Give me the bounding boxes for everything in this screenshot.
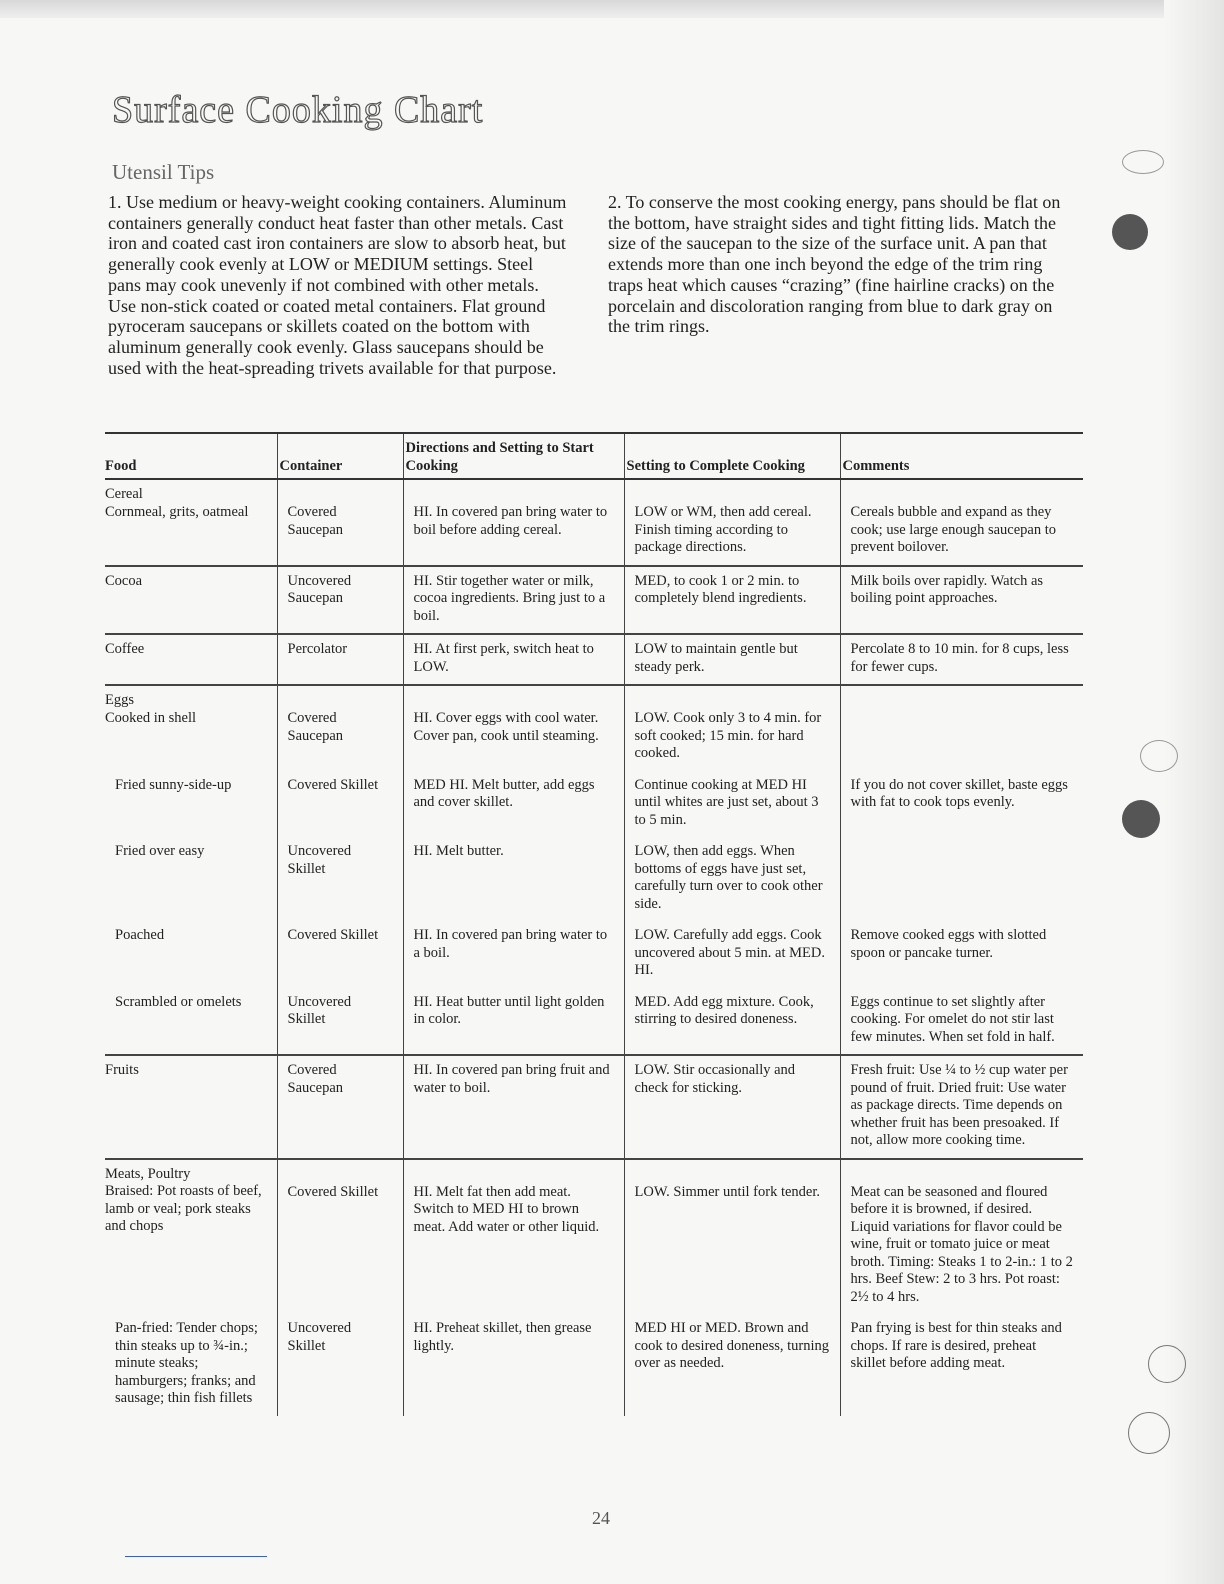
food-name: Fried sunny-side-up [115,776,232,793]
scan-top-edge [0,0,1224,18]
binder-hole-icon [1128,1412,1170,1454]
food-name: Braised: Pot roasts of beef, lamb or veal; pork steaks and chops [105,1183,262,1234]
cell-comments: If you do not cover skillet, baste eggs with fat to cook tops evenly. [840,771,1083,838]
cell-directions: HI. Melt fat then add meat. Switch to MED HI to brown meat. Add water or other liquid. [403,1159,624,1315]
header-setting: Setting to Complete Cooking [624,433,840,479]
cell-setting: LOW, then add eggs. When bottoms of eggs have just set, carefully turn over to cook other side. [624,837,840,921]
cell-food [105,1055,277,1159]
table-row [105,1159,1083,1315]
cell-container: Uncovered Saucepan [277,566,403,635]
food-group-label: Meats, Poultry [105,1165,191,1182]
cell-container: Uncovered Skillet [277,837,403,921]
page-number: 24 [592,1508,610,1528]
cell-directions: HI. In covered pan bring fruit and water to boil. [403,1055,624,1159]
cell-directions: HI. Cover eggs with cool water. Cover pan, cook until steaming. [403,685,624,771]
binder-hole-icon [1148,1345,1186,1383]
header-comments: Comments [840,433,1083,479]
cell-container: Uncovered Skillet [277,1314,403,1416]
page-title: Surface Cooking Chart [112,89,484,131]
binder-hole-icon [1122,800,1160,838]
cell-comments: Fresh fruit: Use ¼ to ½ cup water per pound of fruit. Dried fruit: Use water as package directs. Time depends on whether fruit has been presoaked. If not, allow more cooking time. [840,1055,1083,1159]
cell-food [105,566,277,635]
table-row [105,634,1083,685]
cell-directions: HI. In covered pan bring water to a boil. [403,921,624,988]
food-name: Pan-fried: Tender chops; thin steaks up to ¾-in.; minute steaks; hamburgers; franks; and sausage; thin fish fillets [115,1320,258,1406]
food-name: Fruits [105,1062,139,1078]
header-container: Container [277,433,403,479]
table-row [105,837,1083,921]
tip-1: 1. Use medium or heavy-weight cooking containers. Aluminum containers generally conduct heat faster than other metals. Cast iron and coated cast iron containers are slow to absorb heat, but generally cook evenly at LOW or MEDIUM settings. Steel pans may cook unevenly if not combined with other metals. Use non-stick coated or coated metal containers. Flat ground pyroceram saucepans or skillets coated on the bottom with aluminum generally cook evenly. Glass saucepans should be used with the heat-spreading trivets available for that purpose. [108,192,567,378]
cell-container: Covered Saucepan [277,479,403,566]
cell-directions: HI. Melt butter. [403,837,624,921]
cell-comments: Eggs continue to set slightly after cooking. For omelet do not stir last few minutes. When set fold in half. [840,988,1083,1056]
cell-directions: HI. At first perk, switch heat to LOW. [403,634,624,685]
scan-mark [125,1556,267,1557]
cell-food [105,988,277,1056]
cell-setting: LOW to maintain gentle but steady perk. [624,634,840,685]
food-name: Poached [115,927,165,943]
cell-food [105,634,277,685]
table-row [105,685,1083,771]
cell-setting: LOW. Cook only 3 to 4 min. for soft cooked; 15 min. for hard cooked. [624,685,840,771]
cell-setting: LOW. Carefully add eggs. Cook uncovered about 5 min. at MED. HI. [624,921,840,988]
cell-directions: HI. Heat butter until light golden in color. [403,988,624,1056]
cell-container: Covered Skillet [277,921,403,988]
cell-food [105,1159,277,1315]
cell-setting: LOW. Simmer until fork tender. [624,1159,840,1315]
table-row [105,1314,1083,1416]
cell-setting: MED, to cook 1 or 2 min. to completely blend ingredients. [624,566,840,635]
cell-setting: MED HI or MED. Brown and cook to desired doneness, turning over as needed. [624,1314,840,1416]
section-heading: Utensil Tips [112,160,215,184]
header-directions: Directions and Setting to Start Cooking [403,433,624,479]
food-group-label: Cereal [105,486,143,502]
header-food: Food [105,433,277,479]
cell-directions: MED HI. Melt butter, add eggs and cover skillet. [403,771,624,838]
cell-setting: LOW or WM, then add cereal. Finish timing according to package directions. [624,479,840,566]
cell-comments: Meat can be seasoned and floured before it is browned, if desired. Liquid variations for flavor could be wine, fruit or tomato juice or meat broth. Timing: Steaks 1 to 2-in.: 1 to 2 hrs. Beef Stew: 2 to 3 hrs. Pot roast: 2½ to 4 hrs. [840,1159,1083,1315]
table-row [105,479,1083,566]
cell-food [105,1314,277,1416]
table-row [105,921,1083,988]
cell-directions: HI. Preheat skillet, then grease lightly. [403,1314,624,1416]
cell-comments: Percolate 8 to 10 min. for 8 cups, less for fewer cups. [840,634,1083,685]
cell-setting: MED. Add egg mixture. Cook, stirring to desired doneness. [624,988,840,1056]
cell-container: Covered Saucepan [277,1055,403,1159]
table-row [105,1055,1083,1159]
cell-comments [840,837,1083,921]
binder-hole-icon [1122,150,1164,174]
food-name: Cocoa [105,572,143,589]
cell-comments: Milk boils over rapidly. Watch as boiling point approaches. [840,566,1083,635]
cell-directions: HI. Stir together water or milk, cocoa ingredients. Bring just to a boil. [403,566,624,635]
cell-directions: HI. In covered pan bring water to boil before adding cereal. [403,479,624,566]
cell-food [105,837,277,921]
cell-comments: Cereals bubble and expand as they cook; use large enough saucepan to prevent boilover. [840,479,1083,566]
cell-setting: LOW. Stir occasionally and check for sticking. [624,1055,840,1159]
table-row [105,566,1083,635]
cell-container: Covered Skillet [277,771,403,838]
food-group-label: Eggs [105,692,134,708]
cell-comments [840,685,1083,771]
cell-food [105,921,277,988]
cell-container: Percolator [277,634,403,685]
food-name: Cooked in shell [105,709,197,726]
food-name: Cornmeal, grits, oatmeal [105,503,249,520]
cell-comments: Remove cooked eggs with slotted spoon or pancake turner. [840,921,1083,988]
table-row [105,988,1083,1056]
cell-comments: Pan frying is best for thin steaks and chops. If rare is desired, preheat skillet before adding meat. [840,1314,1083,1416]
cell-container: Covered Skillet [277,1159,403,1315]
food-name: Fried over easy [115,843,205,859]
cell-container: Covered Saucepan [277,685,403,771]
table-header-row [105,433,1083,479]
cell-food [105,479,277,566]
binder-hole-icon [1112,214,1148,250]
binder-hole-icon [1140,740,1178,772]
cell-food [105,685,277,771]
cooking-chart-table [105,432,1083,1416]
food-name: Scrambled or omelets [115,993,242,1010]
table-row [105,771,1083,838]
tip-2: 2. To conserve the most cooking energy, pans should be flat on the bottom, have straight sides and tight fitting lids. Match the size of the saucepan to the size of the surface unit. A pan that extends more than one inch beyond the edge of the trim ring traps heat which causes “crazing” (fine hairline cracks) on the porcelain and discoloration ranging from blue to dark gray on the trim rings. [608,192,1061,337]
cell-food [105,771,277,838]
food-name: Coffee [105,641,145,657]
cell-setting: Continue cooking at MED HI until whites are just set, about 3 to 5 min. [624,771,840,838]
cell-container: Uncovered Skillet [277,988,403,1056]
